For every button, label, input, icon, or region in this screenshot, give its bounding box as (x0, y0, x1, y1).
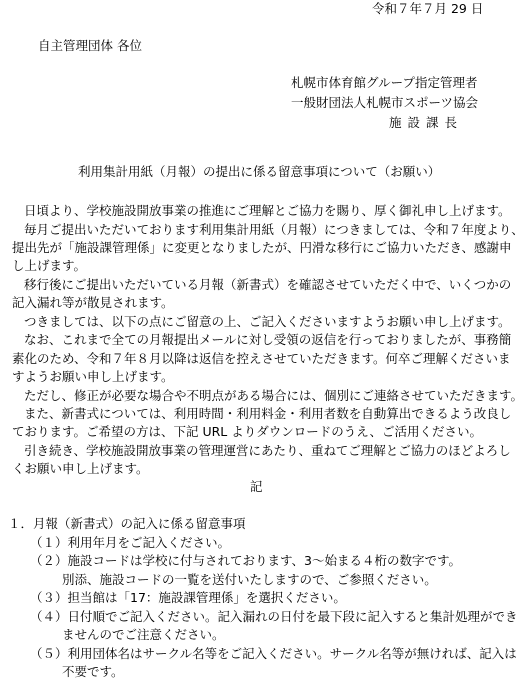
sender-organization: 札幌市体育館グループ指定管理者 (291, 75, 478, 90)
sender-association: 一般財団法人札幌市スポーツ協会 (291, 95, 479, 110)
document-date: 令和７年７月 29 日 (372, 1, 484, 16)
body-line: 移行後にご提出いただいている月報（新書式）を確認させていただく中で、いくつかの (24, 277, 512, 292)
list-item: （５）利用団体名はサークル名等をご記入ください。サークル名等が無ければ、記入は (30, 646, 517, 661)
body-line: 引き続き、学校施設開放事業の管理運営にあたり、重ねてご理解とご協力のほどよろし (24, 443, 511, 458)
body-line: ただし、修正が必要な場合や不明点がある場合には、個別にご連絡させていただきます。 (24, 388, 524, 403)
body-line: つきましては、以下の点にご留意の上、ご記入くださいますようお願い申し上げます。 (24, 314, 511, 329)
list-item-continuation: 不要です。 (62, 664, 124, 679)
body-line: 記入漏れ等が散見されます。 (12, 295, 174, 310)
list-item: （２）施設コードは学校に付与されております、3～始まる４桁の数字です。 (30, 553, 461, 568)
body-line: 日頃より、学校施設開放事業の推進にご理解とご協力を賜り、厚く御礼申し上げます。 (24, 203, 511, 218)
ki-heading: 記 (250, 479, 263, 494)
list-item-continuation: ませんのでご注意ください。 (62, 627, 225, 642)
body-line: くお願い申し上げます。 (12, 461, 149, 476)
section-heading: １．月報（新書式）の記入に係る留意事項 (8, 516, 246, 531)
list-item: （３）担当館は「17：施設課管理係」を選択ください。 (30, 590, 346, 605)
body-line: また、新書式については、利用時間・利用料金・利用者数を自動算出できるよう改良し (24, 406, 512, 421)
body-line: 提出先が「施設課管理係」に変更となりましたが、円滑な移行にご協力いただき、感謝申 (12, 240, 512, 255)
list-item: （４）日付順でご記入ください。記入漏れの日付を最下段に記入すると集計処理ができ (30, 609, 518, 624)
sender-section-chief: 施設課長 (389, 115, 464, 130)
body-line: なお、これまで全ての月報提出メールに対し受領の返信を行っておりましたが、事務簡 (24, 332, 512, 347)
list-item: （１）利用年月をご記入ください。 (30, 535, 231, 550)
list-item-continuation: 別添、施設コードの一覧を送付いたしますので、ご参照ください。 (62, 572, 437, 587)
body-line: 毎月ご提出いただいております利用集計用紙（月報）につきましては、令和７年度より、 (24, 222, 524, 237)
body-line: ております。ご希望の方は、下記 URL よりダウンロードのうえ、ご活用ください。 (12, 424, 482, 439)
body-line: 素化のため、令和７年８月以降は返信を控えさせていただきます。何卒ご理解くださいま (12, 351, 511, 366)
body-line: すようお願い申し上げます。 (12, 369, 174, 384)
document-title: 利用集計用紙（月報）の提出に係る留意事項について（お願い） (78, 164, 441, 179)
recipient: 自主管理団体 各位 (38, 38, 142, 53)
body-line: し上げます。 (12, 258, 87, 273)
